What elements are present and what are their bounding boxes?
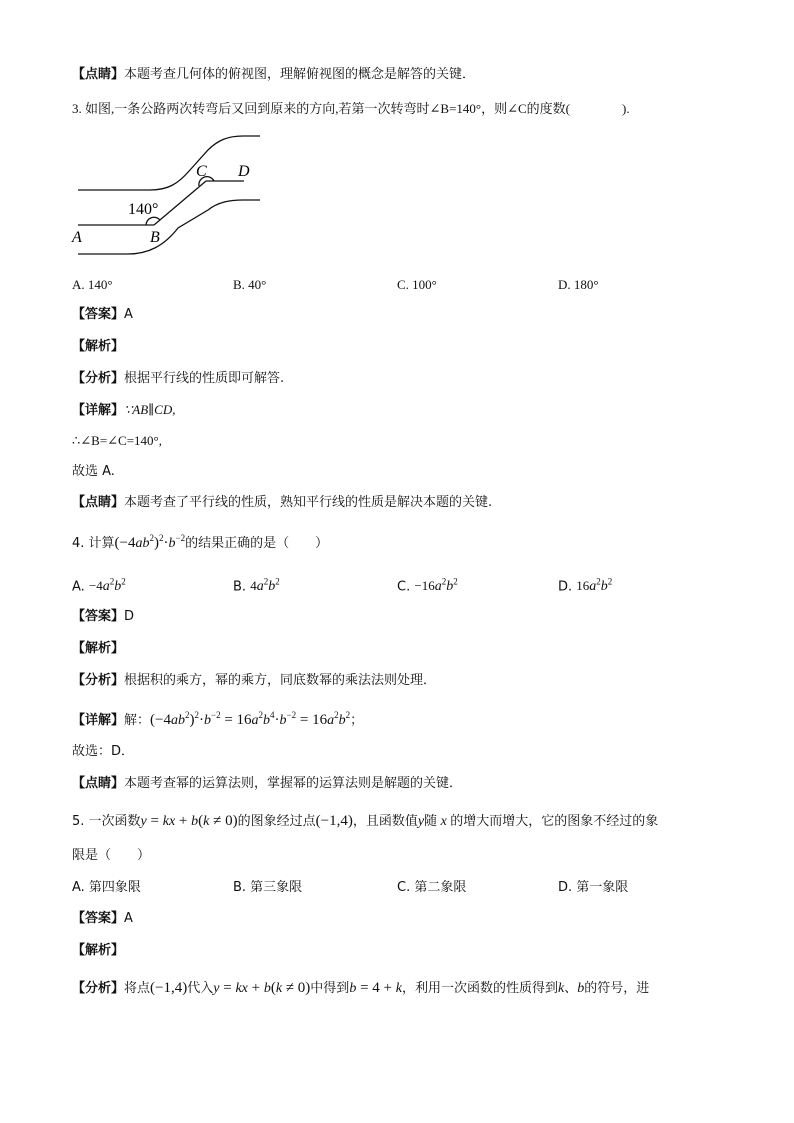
line-bc bbox=[154, 181, 206, 225]
q4-answer bbox=[72, 607, 134, 627]
q3-xiangjie bbox=[72, 400, 175, 421]
xiangjie-tag: 【详解】 bbox=[72, 403, 125, 418]
road-upper-edge bbox=[78, 136, 260, 190]
q5-num: 5. 一次函数 bbox=[72, 814, 141, 829]
q4-tail: 的结果正确的是（ ） bbox=[185, 536, 329, 551]
q4-dianjing bbox=[72, 774, 462, 794]
q3-option-a: A. 140° bbox=[72, 277, 113, 292]
q5-var-y: y bbox=[417, 814, 425, 829]
q5-mid3: 随 bbox=[424, 814, 438, 829]
q4-expression: $(-4ab^2)^2\cdot b^{-2}$ bbox=[114, 533, 186, 551]
q5-fenxi: 【分析】将点(−1,4)代入y = kx + b(k ≠ 0)中得到b = 4 + k，利用一次函数的性质得到k、b的符号，进 bbox=[72, 980, 650, 996]
q4-solution-expression: $(-4ab^2)^2\cdot b^{-2} = 16a^2b^4\cdot b^{-2} = 16a^2b^2$ bbox=[150, 710, 351, 728]
q3-fenxi bbox=[72, 369, 284, 389]
fenxi-tag: 【分析】 bbox=[72, 673, 125, 688]
q3-conclusion: 故选 A. bbox=[72, 464, 115, 479]
road-figure bbox=[68, 128, 268, 266]
q3-stem: 3. 如图,一条公路两次转弯后又回到原来的方向,若第一次转弯时∠B=140°，则∠C的度数( ). bbox=[72, 101, 630, 116]
label-c: C bbox=[196, 163, 207, 180]
angle-label-140: 140° bbox=[128, 201, 159, 218]
answer-value: A bbox=[124, 307, 133, 322]
q5-function: y = kx + b(k ≠ 0) bbox=[140, 813, 238, 829]
fenxi-text: 根据平行线的性质即可解答. bbox=[124, 371, 285, 386]
q3-option-c: C. 100° bbox=[397, 277, 437, 292]
q3-option-b: B. 40° bbox=[233, 277, 267, 292]
q3-dianjing bbox=[72, 493, 492, 513]
q3-answer bbox=[72, 305, 133, 325]
q4-stem bbox=[72, 528, 328, 554]
answer-tag: 【答案】 bbox=[72, 609, 125, 624]
q5-mid4: 的增大而增大，它的图象不经过的象 bbox=[450, 814, 659, 829]
label-a: A bbox=[72, 229, 82, 246]
dianjing-text: 本题考查了平行线的性质，熟知平行线的性质是解决本题的关键. bbox=[124, 495, 493, 510]
dianjing-text: 本题考查幂的运算法则，掌握幂的运算法则是解题的关键． bbox=[124, 776, 463, 791]
q3-option-d: D. 180° bbox=[558, 277, 599, 292]
q5-stem-line2: 限是（ ） bbox=[72, 848, 151, 863]
q5-mid1: 的图象经过点 bbox=[237, 814, 316, 829]
answer-tag: 【答案】 bbox=[72, 307, 125, 322]
q4-fenxi bbox=[72, 671, 436, 691]
label-d: D bbox=[238, 163, 250, 180]
q4-option-a: A. $-4a^2b^2$ bbox=[72, 577, 126, 595]
q4-conclusion: 故选：D． bbox=[72, 744, 135, 759]
fenxi-text: 根据积的乘方，幂的乘方，同底数幂的乘法法则处理． bbox=[124, 673, 437, 688]
fenxi-tag: 【分析】 bbox=[72, 371, 125, 386]
q4-option-c: C. $-16a^2b^2$ bbox=[397, 577, 458, 595]
answer-value: A bbox=[124, 911, 133, 926]
q5-option-d: D. 第一象限 bbox=[558, 880, 629, 895]
q5-answer bbox=[72, 909, 133, 929]
q5-stem-line1 bbox=[72, 811, 658, 832]
road-lower-edge bbox=[78, 200, 260, 254]
label-b: B bbox=[150, 229, 160, 246]
answer-value: D bbox=[124, 609, 135, 624]
q5-point: (−1,4) bbox=[315, 813, 353, 829]
xiangjie-text: 解： bbox=[124, 713, 151, 728]
q4-analysis-tag: 【解析】 bbox=[72, 641, 125, 656]
answer-tag: 【答案】 bbox=[72, 911, 125, 926]
q4-option-b: B. $4a^2b^2$ bbox=[233, 577, 280, 595]
dianjing-tag: 【点睛】 bbox=[72, 776, 125, 791]
q5-mid2: ，且函数值 bbox=[352, 814, 418, 829]
xiangjie-text: ∵AB∥CD, bbox=[124, 402, 176, 417]
q3-step: ∴∠B=∠C=140°, bbox=[72, 433, 163, 448]
xiangjie-tag: 【详解】 bbox=[72, 713, 125, 728]
q5-option-a: A. 第四象限 bbox=[72, 880, 141, 895]
dianjing-text: 本题考查几何体的俯视图，理解俯视图的概念是解答的关键． bbox=[124, 67, 476, 82]
dianjing-tag: 【点睛】 bbox=[72, 495, 125, 510]
q5-option-c: C. 第二象限 bbox=[397, 880, 467, 895]
q3-analysis-tag: 【解析】 bbox=[72, 339, 125, 354]
dianjing-q2 bbox=[72, 65, 475, 85]
q4-option-d: D. $16a^2b^2$ bbox=[558, 577, 613, 595]
q4-num: 4. 计算 bbox=[72, 536, 115, 551]
q5-option-b: B. 第三象限 bbox=[233, 880, 303, 895]
q4-xiangjie: 【详解】解：$(-4ab^2)^2\cdot b^{-2} = 16a^2b^4\cdot b^{-2} = 16a^2b^2$； bbox=[72, 710, 364, 728]
dianjing-tag: 【点睛】 bbox=[72, 67, 125, 82]
fenxi-tag: 【分析】 bbox=[72, 981, 125, 996]
q5-analysis-tag: 【解析】 bbox=[72, 943, 125, 958]
q5-var-x: x bbox=[437, 814, 451, 829]
